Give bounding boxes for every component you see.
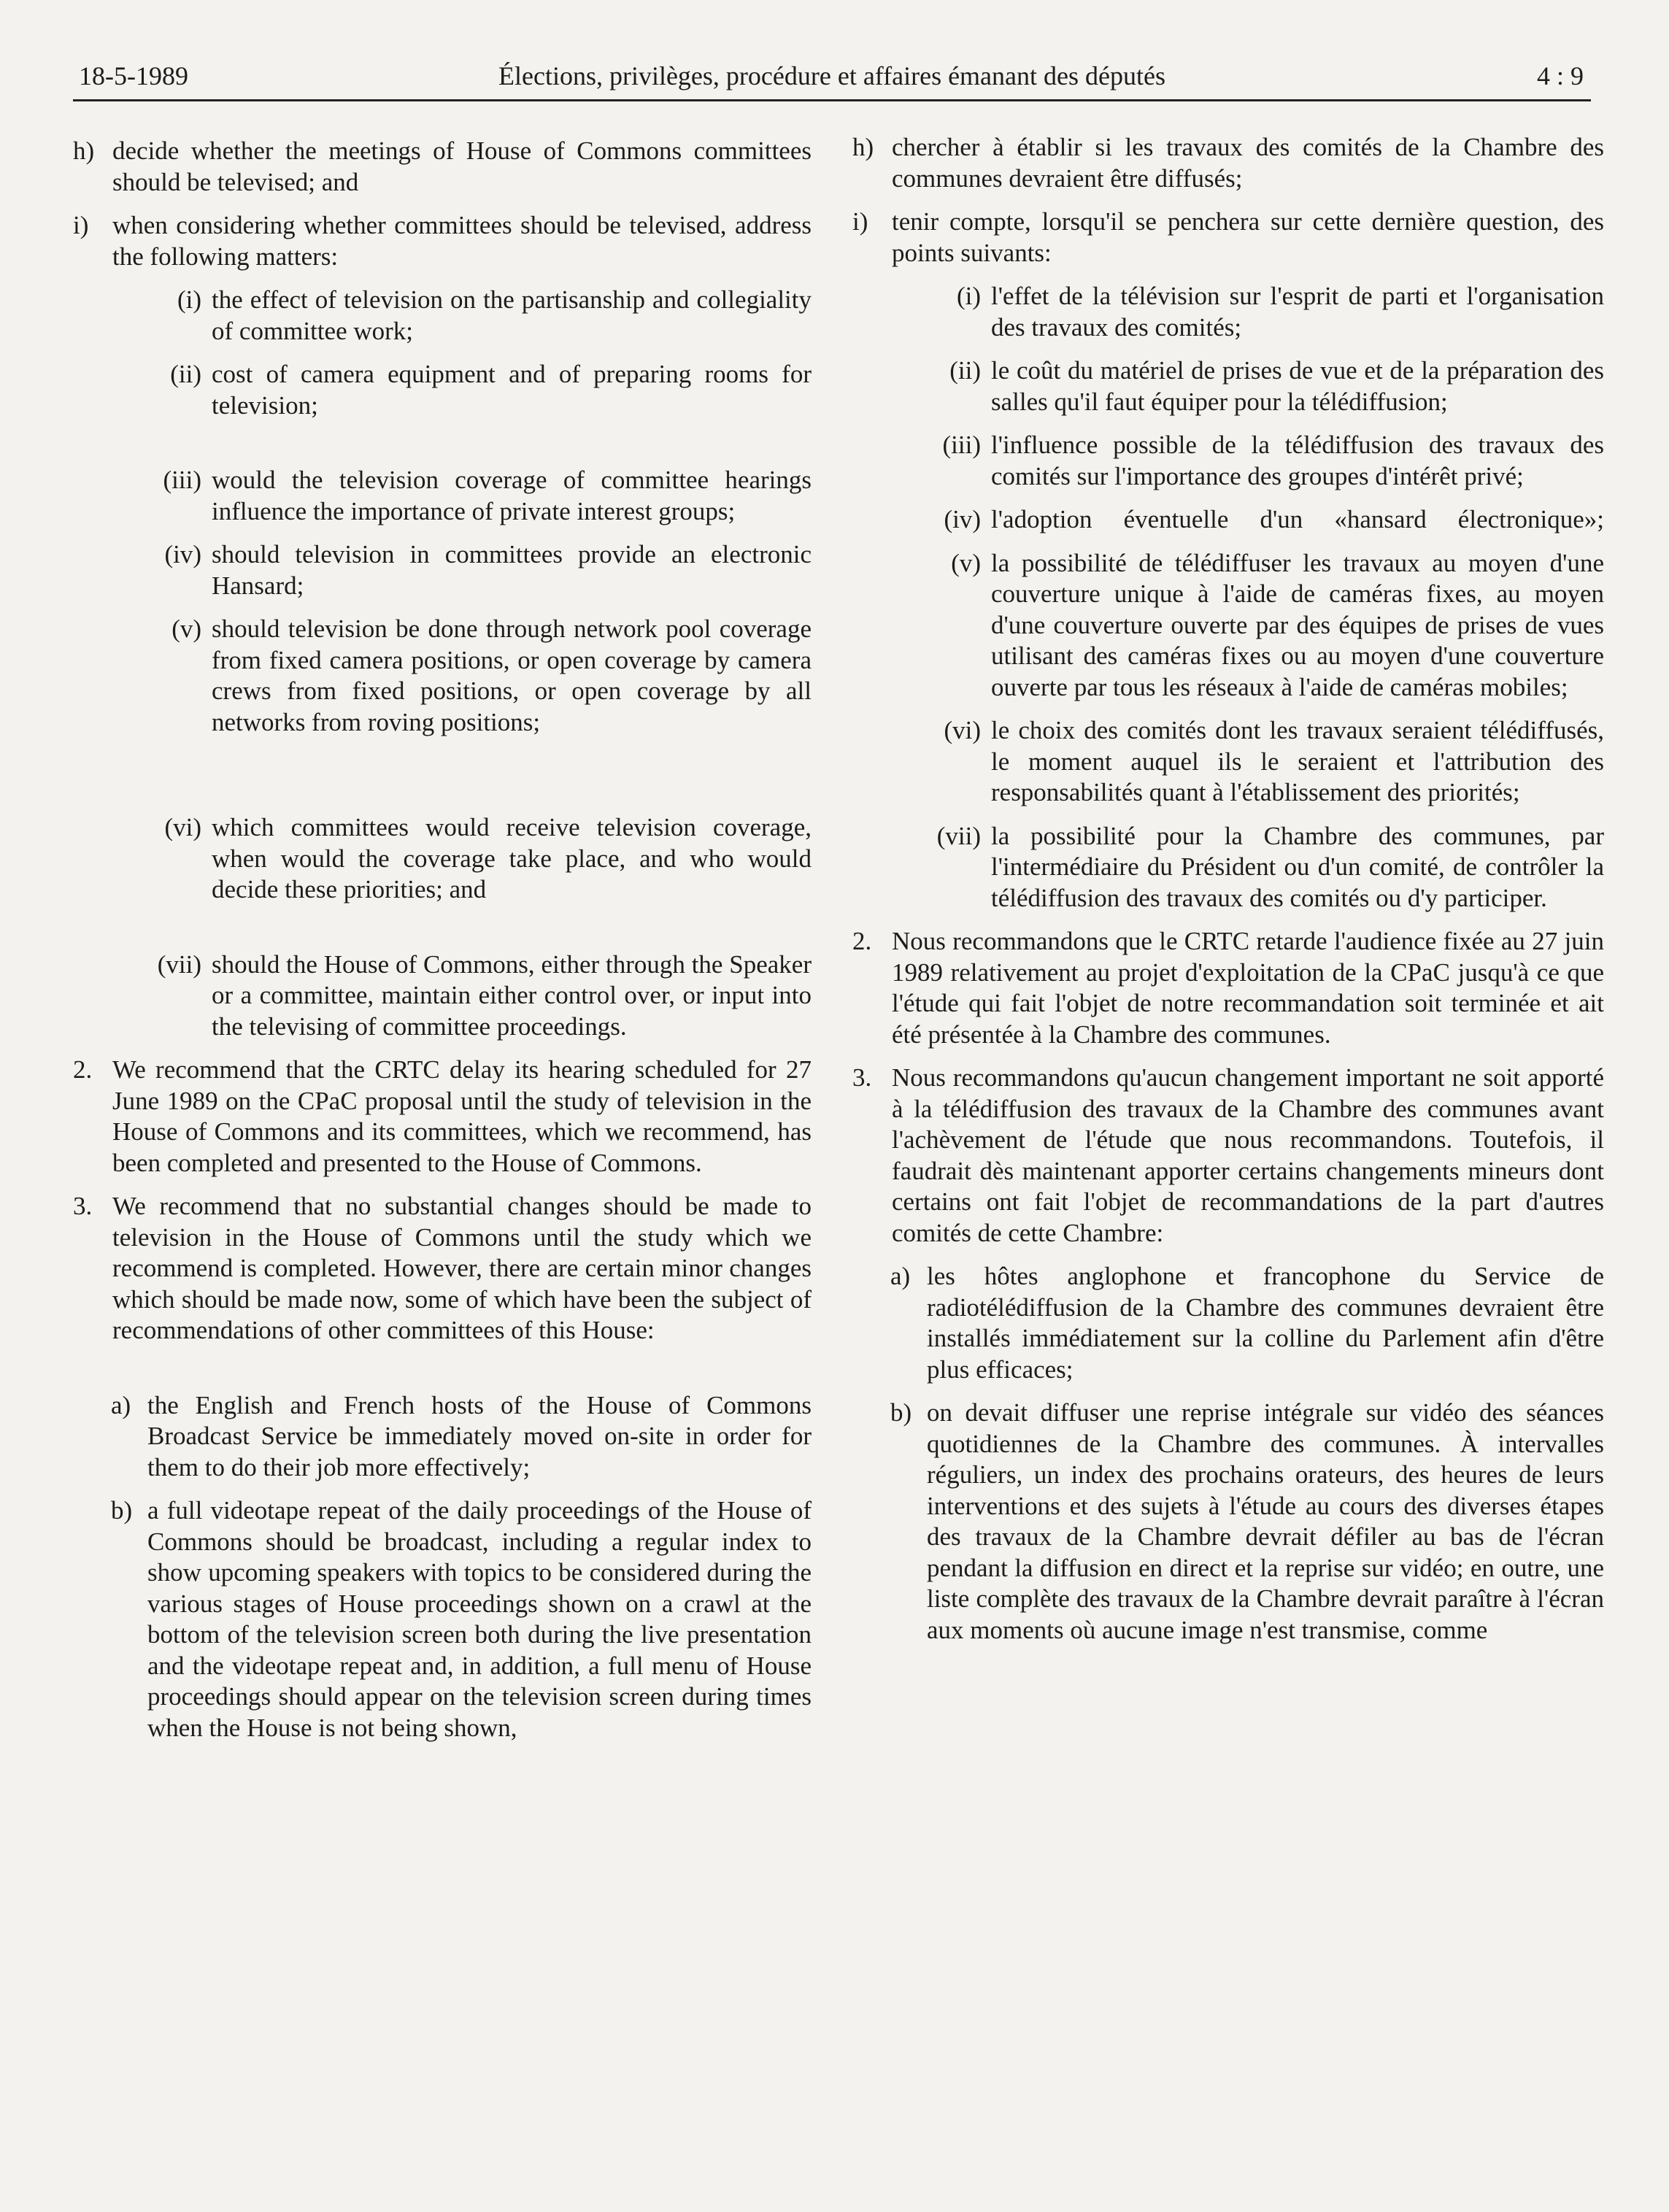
item-text: the English and French hosts of the House of Commons Broadcast Service be immediately moved on-site in order for them to do their job more effectively; [147, 1390, 812, 1481]
recommendation-3 [73, 1191, 812, 1346]
item-label: (ii) [949, 356, 981, 385]
item-text: le coût du matériel de prises de vue et de la préparation des salles qu'il faut équiper pour la télédiffusion; [991, 356, 1604, 416]
item-label: i) [852, 207, 868, 236]
item-b [73, 1495, 812, 1743]
item-label: (vii) [157, 949, 201, 979]
item-text: Nous recommandons que le CRTC retarde l'audience fixée au 27 juin 1989 relativement au projet d'exploitation de la CPaC jusqu'à ce que l'étude qui fait l'objet de notre recommandation soit terminée et ait été présentée à la Chambre des communes. [892, 927, 1604, 1049]
subitem-ii [852, 355, 1604, 417]
french-column [852, 128, 1604, 1646]
subitem-v [852, 548, 1604, 704]
item-b [852, 1398, 1604, 1646]
recommendation-3 [852, 1063, 1604, 1249]
item-text: cost of camera equipment and of preparing rooms for television; [212, 360, 812, 420]
item-h [852, 132, 1604, 194]
english-column [73, 128, 812, 1743]
item-text: Nous recommandons qu'aucun changement important ne soit apporté à la télédiffusion des travaux de la Chambre des communes avant l'achèvement de l'étude que nous recommandons. Toutefois, il faudrait dès maintenant apporter certains changements mineurs dont certains ont fait l'objet de recommandations de la part d'autres comités de cette Chambre: [892, 1063, 1604, 1247]
subitem-iv [73, 539, 812, 601]
item-label: b) [890, 1398, 912, 1427]
item-text: l'effet de la télévision sur l'esprit de parti et l'organisation des travaux des comités; [991, 282, 1604, 342]
item-label: (iv) [164, 540, 201, 569]
item-label: (iii) [163, 466, 201, 494]
recommendation-2 [852, 926, 1604, 1050]
item-label: (vii) [936, 821, 981, 850]
item-text: We recommend that the CRTC delay its hearing scheduled for 27 June 1989 on the CPaC proposal until the study of television in the House of Commons and its committees, which we recommend, has been completed and presented to the House of Commons. [112, 1055, 812, 1177]
item-label: h) [73, 136, 95, 165]
item-text: la possibilité de télédiffuser les travaux au moyen d'une couverture unique à l'aide de caméras fixes, au moyen d'une couverture ouverte par des équipes de prises de vues utilisant des caméras fixes ou au moyen d'une couverture ouverte par tous les réseaux à l'aide de caméras mobiles; [991, 548, 1604, 701]
item-label: 3. [852, 1063, 872, 1092]
item-text: l'adoption éventuelle d'un «hansard électronique»; [991, 505, 1604, 533]
item-text: chercher à établir si les travaux des comités de la Chambre des communes devraient être diffusés; [892, 133, 1604, 193]
item-text: on devait diffuser une reprise intégrale sur vidéo des séances quotidiennes de la Chambre des communes. À intervalles réguliers, un index des prochains orateurs, des heures de leurs interventions et des sujets à l'étude au cours des diverses étapes des travaux de la Chambre devrait défiler au bas de l'écran pendant la diffusion en direct et la reprise sur vidéo; en outre, une liste complète des travaux de la Chambre devrait paraître à l'écran aux moments où aucune image n'est transmise, comme [927, 1398, 1604, 1644]
item-text: We recommend that no substantial changes should be made to television in the House of Commons until the study which we recommend is completed. However, there are certain minor changes which should be made now, some of which have been the subject of recommendations of other committees of this House: [112, 1192, 812, 1344]
item-i [73, 210, 812, 272]
subitem-iii [852, 430, 1604, 492]
item-text: would the television coverage of committee hearings influence the importance of private interest groups; [212, 466, 812, 525]
item-text: should television in committees provide an electronic Hansard; [212, 540, 812, 600]
item-label: (v) [171, 614, 201, 643]
item-label: h) [852, 133, 874, 161]
subitem-vii [852, 821, 1604, 914]
item-label: (i) [177, 285, 201, 314]
item-label: i) [73, 211, 89, 239]
item-text: a full videotape repeat of the daily proceedings of the House of Commons should be broadcast, including a regular index to show upcoming speakers with topics to be considered during the various stages of House proceedings shown on a crawl at the bottom of the television screen both during the live presentation and the videotape repeat and, in addition, a full menu of House proceedings should appear on the television screen during times when the House is not being shown, [147, 1496, 812, 1742]
item-label: a) [111, 1390, 131, 1419]
item-label: a) [890, 1262, 911, 1290]
subitem-vi [852, 715, 1604, 809]
subitem-ii [73, 359, 812, 421]
item-label: (i) [956, 282, 981, 310]
item-label: 2. [852, 927, 872, 955]
subitem-i [852, 281, 1604, 343]
item-label: (v) [951, 548, 981, 577]
subitem-i [73, 285, 812, 347]
recommendation-2 [73, 1055, 812, 1179]
subitem-vii [73, 949, 812, 1043]
page-number: 4 : 9 [1536, 61, 1584, 90]
item-label: 2. [73, 1055, 93, 1084]
item-a [73, 1390, 812, 1484]
item-label: (vi) [164, 813, 201, 841]
subitem-vi [73, 812, 812, 906]
item-text: l'influence possible de la télédiffusion des travaux des comités sur l'importance des groupes d'intérêt privé; [991, 431, 1604, 490]
item-text: les hôtes anglophone et francophone du Service de radiotélédiffusion de la Chambre des communes devraient être installés immédiatement sur la colline du Parlement afin d'être plus efficaces; [927, 1262, 1604, 1384]
item-label: (ii) [170, 360, 201, 388]
item-text: should the House of Commons, either through the Speaker or a committee, maintain either control over, or input into the televising of committee proceedings. [212, 949, 812, 1041]
item-text: when considering whether committees should be televised, address the following matters: [112, 211, 812, 271]
item-label: (vi) [944, 716, 981, 744]
item-text: the effect of television on the partisanship and collegiality of committee work; [212, 285, 812, 345]
item-label: b) [111, 1496, 133, 1525]
item-text: which committees would receive television coverage, when would the coverage take place, and who would decide these priorities; and [212, 813, 812, 903]
item-i [852, 207, 1604, 269]
item-text: should television be done through network pool coverage from fixed camera positions, or open coverage by camera crews from fixed positions, or open coverage by all networks from roving positions; [212, 614, 812, 736]
page-header [73, 57, 1591, 101]
item-text: la possibilité pour la Chambre des communes, par l'intermédiaire du Président ou d'un comité, de contrôler la télédiffusion des travaux des comités ou d'y participer. [991, 821, 1604, 912]
item-text: decide whether the meetings of House of Commons committees should be televised; and [112, 136, 812, 196]
item-text: le choix des comités dont les travaux seraient télédiffusés, le moment auquel ils le seraient et l'attribution des responsabilités quant à l'établissement des priorités; [991, 716, 1604, 806]
header-date: 18-5-1989 [79, 61, 188, 90]
item-label: 3. [73, 1192, 93, 1220]
header-title: Élections, privilèges, procédure et affaires émanant des députés [498, 61, 1165, 90]
item-text: tenir compte, lorsqu'il se penchera sur cette dernière question, des points suivants: [892, 207, 1604, 267]
item-h [73, 136, 812, 198]
item-a [852, 1261, 1604, 1385]
subitem-iii [73, 465, 812, 527]
subitem-v [73, 614, 812, 738]
subitem-iv [852, 504, 1604, 536]
item-label: (iii) [942, 431, 981, 459]
item-label: (iv) [944, 505, 981, 533]
